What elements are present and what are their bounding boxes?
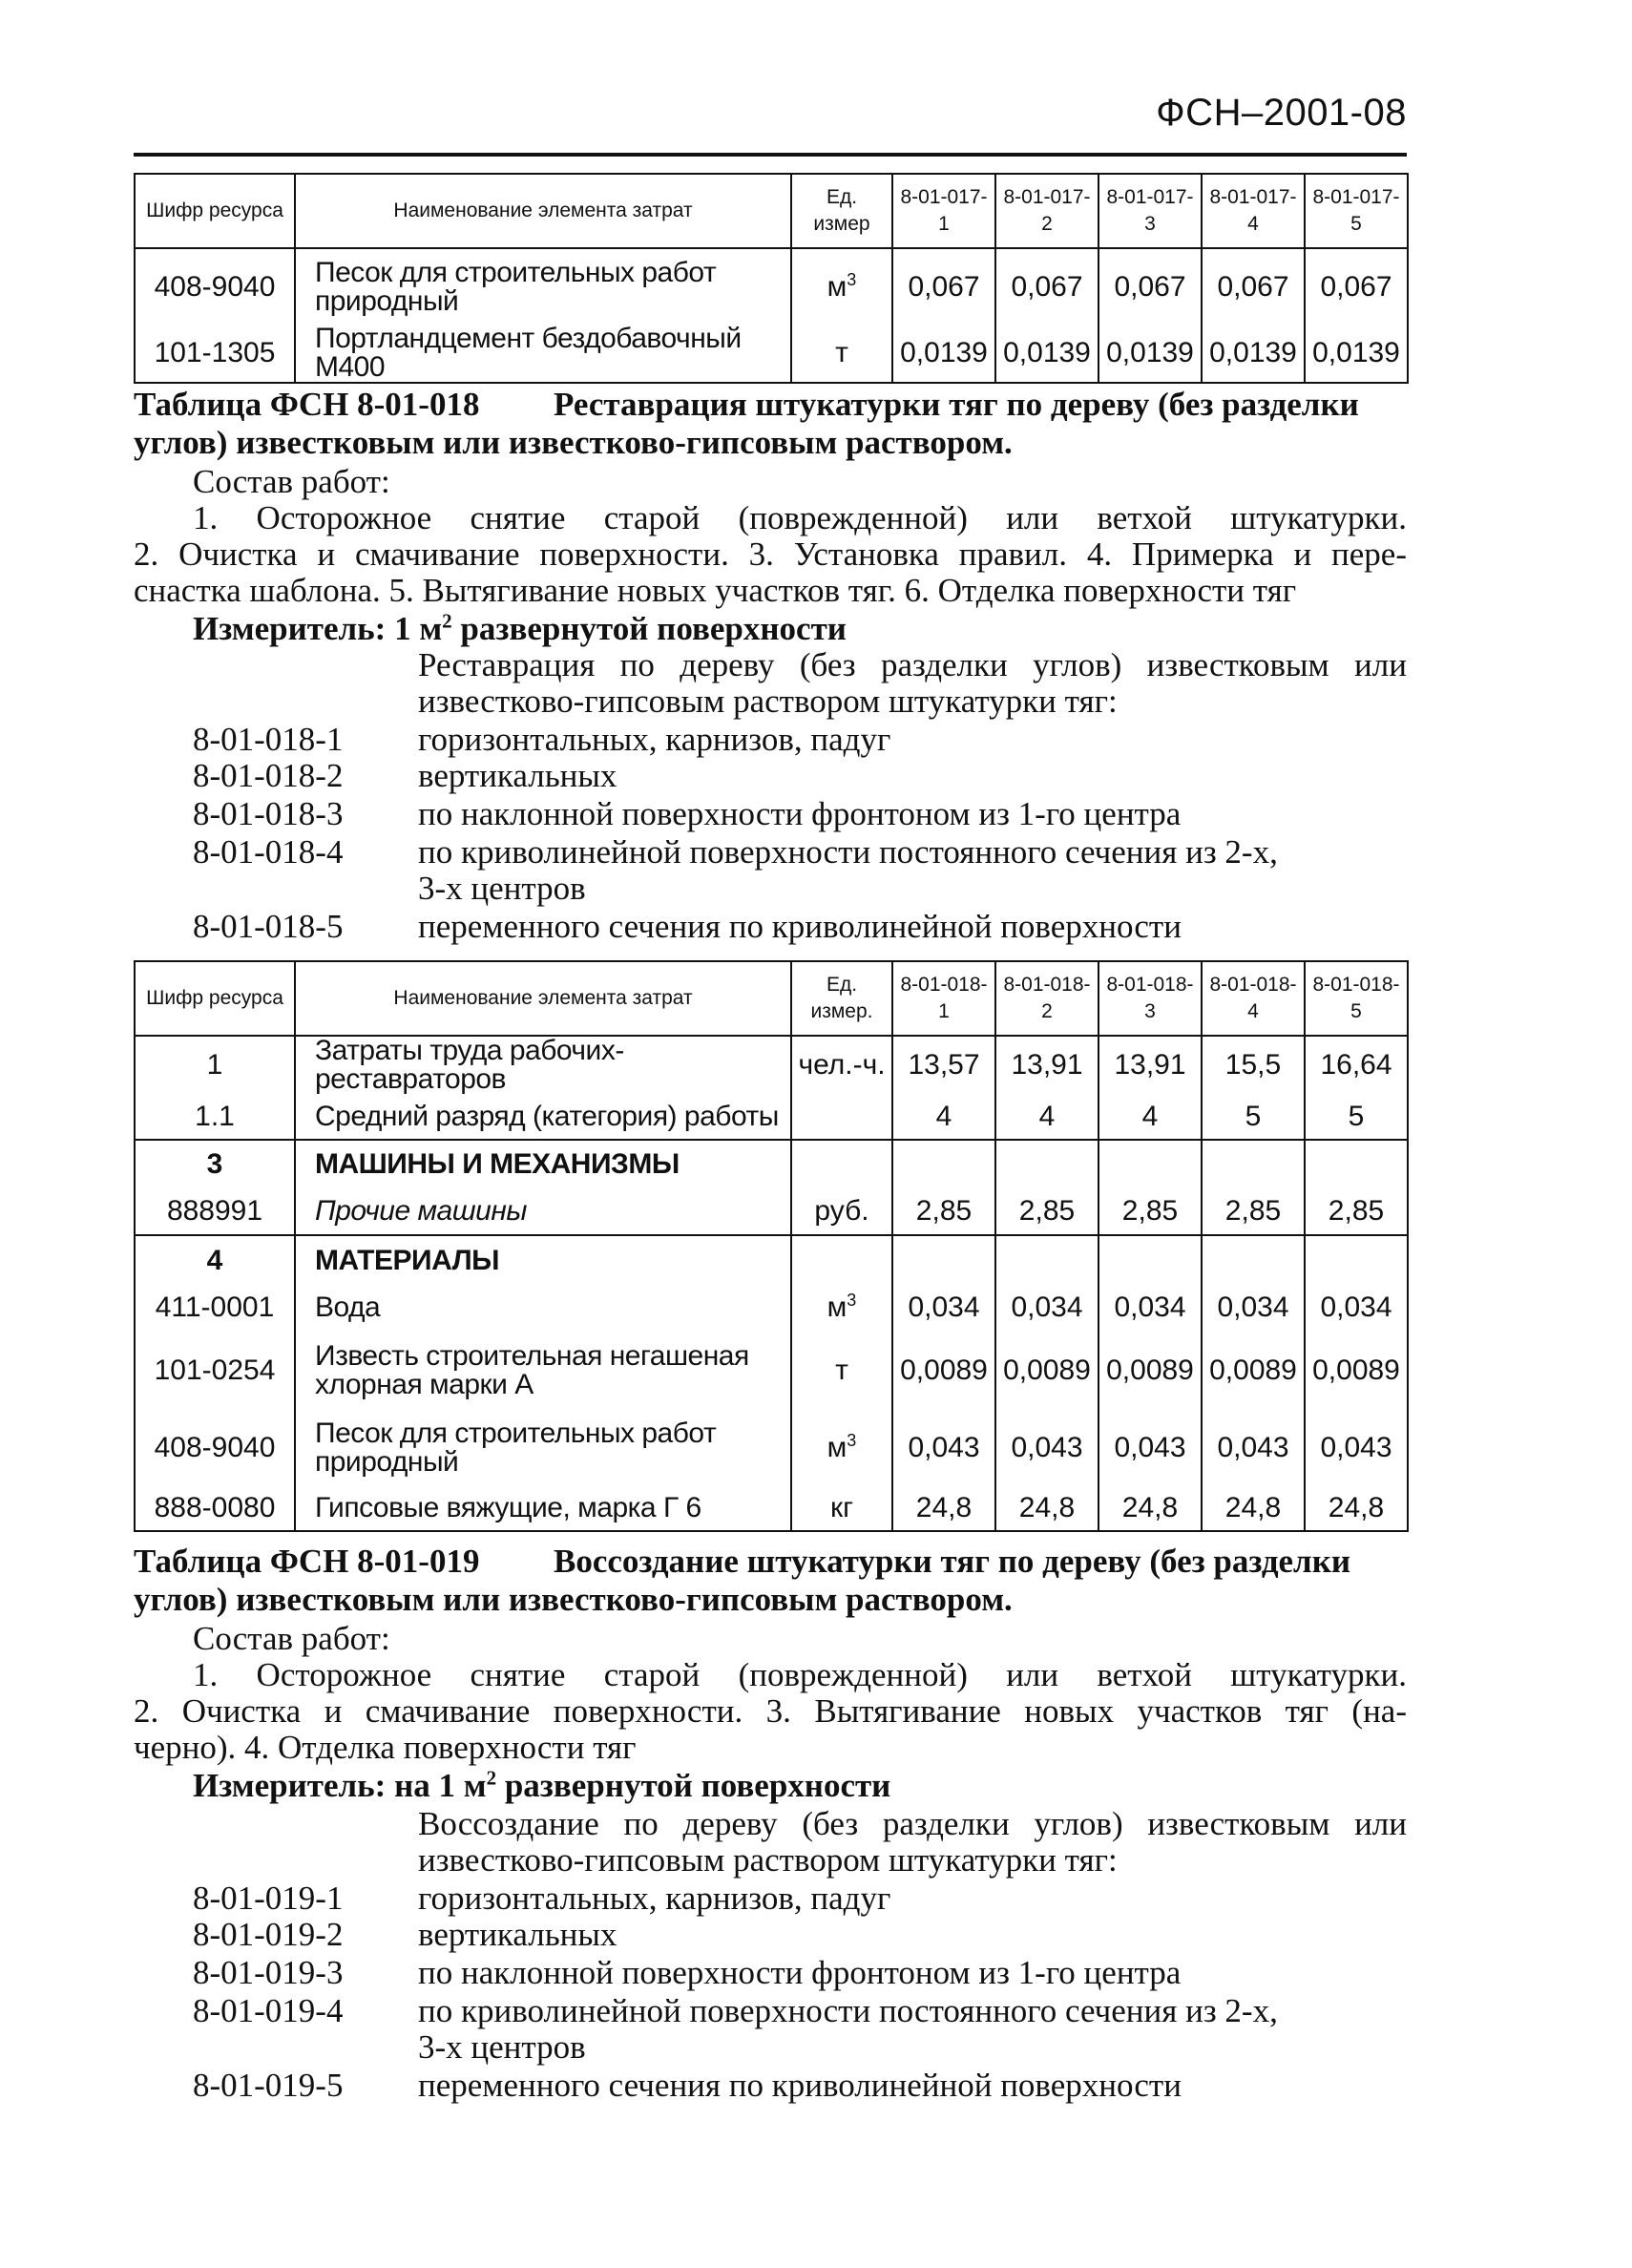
row-name: Известь строительная негашеная хлорная марки А [295,1331,791,1411]
row-code: 408-9040 [135,248,295,325]
row-name: Затраты труда рабочих-реставраторов [295,1036,791,1094]
item-text: 3-х центров [418,870,586,907]
row-unit: т [791,1331,892,1411]
row-value: 0,034 [1305,1285,1408,1331]
row-value: 16,64 [1305,1036,1408,1094]
caption-title: Таблица ФСН 8-01-019 [134,1543,480,1580]
measure-unit: Измеритель: 1 $м^2$ развернутой поверхности [193,609,847,647]
empty-cell [995,1235,1098,1285]
row-value: 2,85 [995,1187,1098,1235]
row-value: 15,5 [1202,1036,1305,1094]
row-name: Песок для строительных работ природный [295,1411,791,1485]
item-text: по криволинейной поверхности постоянного сечения из 2-х, [418,1992,1278,2029]
row-value: 2,85 [892,1187,995,1235]
header-col: 8-01-018-1 [892,961,995,1036]
row-value: 5 [1305,1094,1408,1140]
row-value: 24,8 [1305,1485,1408,1531]
row-code: 1.1 [135,1094,295,1140]
resource-table-018 [134,960,1409,1532]
empty-cell [995,1140,1098,1187]
row-name: Портландцемент бездобавочный М400 [295,325,791,383]
row-value: 24,8 [892,1485,995,1531]
works-heading: Состав работ: [193,463,390,500]
row-code: 408-9040 [135,1411,295,1485]
row-value: 0,067 [1098,248,1202,325]
row-value: 0,034 [995,1285,1098,1331]
header-col: 8-01-017-1 [892,174,995,248]
row-value: 0,0089 [1305,1331,1408,1411]
row-value: 13,91 [1098,1036,1202,1094]
item-text: горизонтальных, карнизов, падуг [418,1880,891,1917]
items-intro: известково-гипсовым раствором штукатурки тяг: [418,682,1118,720]
row-code: 101-1305 [135,325,295,383]
row-code: 888991 [135,1187,295,1235]
row-value: 0,0089 [995,1331,1098,1411]
row-value: 0,043 [1098,1411,1202,1485]
header-code: Шифр ресурса [135,961,295,1036]
group-name: МАТЕРИАЛЫ [295,1235,791,1285]
works-line: 1. Осторожное снятие старой (поврежденной) или ветхой штукатурки. [193,499,1407,536]
works-line: 2. Очистка и смачивание поверхности. 3. Установка правил. 4. Примерка и пере- [134,536,1407,573]
header-col: 8-01-018-2 [995,961,1098,1036]
header-col: 8-01-017-3 [1098,174,1202,248]
row-value: 0,0139 [995,325,1098,383]
row-name: Гипсовые вяжущие, марка Г 6 [295,1485,791,1531]
row-value: 24,8 [1202,1485,1305,1531]
item-code: 8-01-019-5 [193,2067,344,2104]
row-value: 24,8 [995,1485,1098,1531]
empty-cell [791,1140,892,1187]
row-value: 0,067 [1202,248,1305,325]
row-name: Вода [295,1285,791,1331]
measure-unit: Измеритель: на 1 $м^2$ развернутой поверхности [193,1766,891,1804]
row-value: 0,0139 [1305,325,1408,383]
row-value: 0,067 [995,248,1098,325]
item-text: 3-х центров [418,2028,586,2066]
table-row [135,1411,1408,1485]
header-name: Наименование элемента затрат [295,961,791,1036]
works-line: 2. Очистка и смачивание поверхности. 3. Вытягивание новых участков тяг (на- [134,1692,1407,1730]
item-text: вертикальных [418,1916,617,1953]
works-line: снастка шаблона. 5. Вытягивание новых участков тяг. 6. Отделка поверхности тяг [134,572,1297,609]
row-value: 4 [1098,1094,1202,1140]
table-row [135,1036,1408,1094]
row-value: 0,067 [1305,248,1408,325]
row-value: 24,8 [1098,1485,1202,1531]
item-code: 8-01-018-2 [193,757,344,794]
row-unit: $м^3$ [791,1411,892,1485]
group-code: 3 [135,1140,295,1187]
table-group-row [135,1140,1408,1187]
item-code: 8-01-018-4 [193,833,344,871]
table-row [135,1485,1408,1531]
header-name: Наименование элемента затрат [295,174,791,248]
header-col: 8-01-017-2 [995,174,1098,248]
table-row [135,1094,1408,1140]
row-value: 0,043 [1305,1411,1408,1485]
item-text: горизонтальных, карнизов, падуг [418,721,891,758]
row-code: 888-0080 [135,1485,295,1531]
table-row [135,1187,1408,1235]
works-line: черно). 4. Отделка поверхности тяг [134,1729,637,1766]
empty-cell [892,1140,995,1187]
item-code: 8-01-019-2 [193,1916,344,1953]
table-caption-018 [134,386,1407,462]
items-intro: Реставрация по дереву (без разделки углов) известковым или [418,646,1407,683]
header-rule [134,153,1407,157]
row-unit: руб. [791,1187,892,1235]
row-value: 4 [892,1094,995,1140]
row-value: 0,043 [1202,1411,1305,1485]
row-unit: $м^3$ [791,248,892,325]
item-code: 8-01-019-3 [193,1954,344,1991]
row-value: 2,85 [1305,1187,1408,1235]
item-text: по наклонной поверхности фронтоном из 1-го центра [418,1954,1182,1991]
table-header [135,961,1408,1036]
row-unit: $м^3$ [791,1285,892,1331]
table-group-row [135,1235,1408,1285]
works-heading: Состав работ: [193,1620,390,1657]
row-unit: чел.-ч. [791,1036,892,1094]
caption-title: Таблица ФСН 8-01-018 [134,386,480,423]
item-code: 8-01-019-1 [193,1880,344,1917]
row-value: 0,067 [892,248,995,325]
group-name: МАШИНЫ И МЕХАНИЗМЫ [295,1140,791,1187]
row-name: Песок для строительных работ природный [295,248,791,325]
header-col: 8-01-017-5 [1305,174,1408,248]
row-value: 0,0089 [1098,1331,1202,1411]
row-value: 5 [1202,1094,1305,1140]
empty-cell [892,1235,995,1285]
works-line: 1. Осторожное снятие старой (поврежденной) или ветхой штукатурки. [193,1656,1407,1693]
table-row [135,248,1408,325]
row-name: Прочие машины [295,1187,791,1235]
table-row [135,325,1408,383]
row-unit: т [791,325,892,383]
items-intro: Воссоздание по дереву (без разделки углов) известковым или [418,1805,1407,1842]
item-code: 8-01-018-5 [193,908,344,945]
row-value: 0,034 [1202,1285,1305,1331]
row-value: 2,85 [1202,1187,1305,1235]
header-col: 8-01-017-4 [1202,174,1305,248]
row-unit [791,1094,892,1140]
table-row [135,1285,1408,1331]
row-value: 13,57 [892,1036,995,1094]
row-value: 0,0139 [1202,325,1305,383]
row-value: 0,0139 [892,325,995,383]
row-value: 0,0139 [1098,325,1202,383]
empty-cell [1098,1140,1202,1187]
item-code: 8-01-018-3 [193,795,344,832]
row-value: 4 [995,1094,1098,1140]
item-code: 8-01-019-4 [193,1992,344,2029]
empty-cell [1305,1140,1408,1187]
empty-cell [1098,1235,1202,1285]
header-col: 8-01-018-3 [1098,961,1202,1036]
empty-cell [1202,1140,1305,1187]
header-col: 8-01-018-4 [1202,961,1305,1036]
row-value: 0,0089 [892,1331,995,1411]
header-unit: Ед. измер. [791,961,892,1036]
row-value: 0,043 [892,1411,995,1485]
item-text: по наклонной поверхности фронтоном из 1-го центра [418,795,1182,832]
item-text: по криволинейной поверхности постоянного сечения из 2-х, [418,833,1278,871]
row-value: 2,85 [1098,1187,1202,1235]
row-unit: кг [791,1485,892,1531]
item-code: 8-01-018-1 [193,721,344,758]
row-value: 0,0089 [1202,1331,1305,1411]
row-value: 13,91 [995,1036,1098,1094]
row-name: Средний разряд (категория) работы [295,1094,791,1140]
row-value: 0,043 [995,1411,1098,1485]
caption-text: Воссоздание штукатурки тяг по дереву (без разделки углов) известковым или известково-гипсовым раствором. [134,1543,1351,1618]
table-header [135,174,1408,248]
items-intro: известково-гипсовым раствором штукатурки тяг: [418,1841,1118,1879]
row-code: 101-0254 [135,1331,295,1411]
item-text: вертикальных [418,757,617,794]
header-code: Шифр ресурса [135,174,295,248]
item-text: переменного сечения по криволинейной поверхности [418,2067,1182,2104]
header-unit: Ед. измер [791,174,892,248]
caption-text: Реставрация штукатурки тяг по дереву (без разделки углов) известковым или известково-гипсовым раствором. [134,386,1359,461]
empty-cell [1202,1235,1305,1285]
row-code: 1 [135,1036,295,1094]
empty-cell [791,1235,892,1285]
header-col: 8-01-018-5 [1305,961,1408,1036]
table-caption-019 [134,1543,1407,1619]
item-text: переменного сечения по криволинейной поверхности [418,908,1182,945]
document-code: ФСН–2001-08 [1156,92,1407,134]
table-row [135,1331,1408,1411]
group-code: 4 [135,1235,295,1285]
resource-table-017 [134,173,1409,384]
row-value: 0,034 [1098,1285,1202,1331]
empty-cell [1305,1235,1408,1285]
row-code: 411-0001 [135,1285,295,1331]
row-value: 0,034 [892,1285,995,1331]
